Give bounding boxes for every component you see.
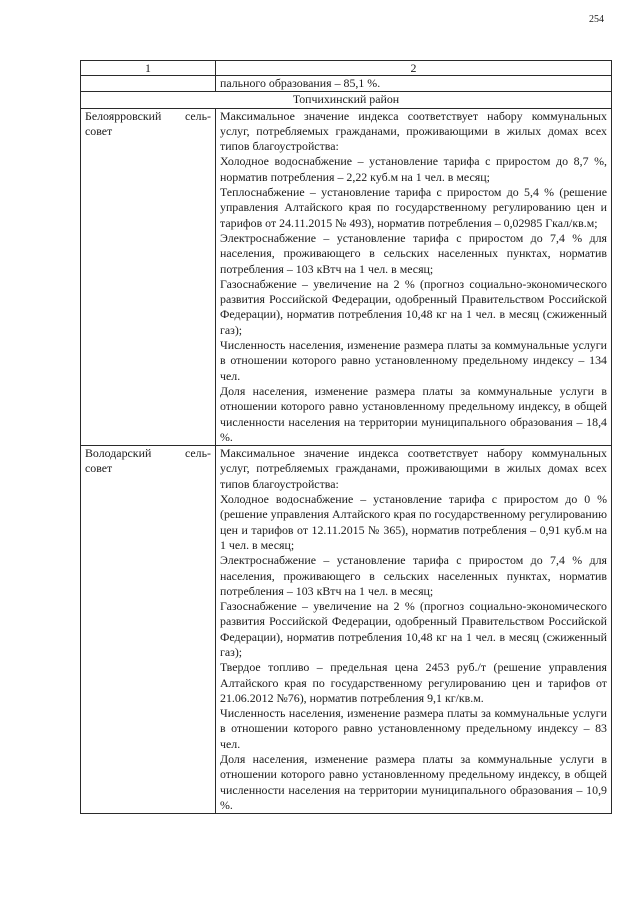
paragraph: Доля населения, изменение размера платы за коммунальные услуги в отношении которого равно установленному предельному индексу, в общей численности населения на территории муниципального образования – 18,4 %. <box>220 383 607 444</box>
paragraph: Холодное водоснабжение – установление тарифа с приростом до 0 % (решение управления Алтайского края по государственному регулированию цен и тарифов от 12.11.2015 № 365), норматив потребления – 0,91 куб.м на 1 чел. в месяц; <box>220 492 607 552</box>
municipality-name-line: Белоярровский сель- <box>85 108 211 123</box>
paragraph: Газоснабжение – увеличение на 2 % (прогноз социально-экономического развития Российской Федерации, одобренный Правительством Российской Федерации), норматив потребления 10,48 кг на 1 чел. в месяц (сжиженный газ); <box>220 599 607 659</box>
continuation-row <box>81 76 612 92</box>
paragraph: Численность населения, изменение размера платы за коммунальные услуги в отношении которого равно установленному предельному индексу – 134 чел. <box>220 338 607 383</box>
paragraph: Максимальное значение индекса соответствует набору коммунальных услуг, потребляемых гражданами, проживающими в жилых домах всех типов благоустройства: <box>220 446 607 491</box>
municipality-name <box>81 108 216 446</box>
column-header-2: 2 <box>216 61 612 76</box>
district-row <box>81 92 612 108</box>
table-header-row <box>81 61 612 76</box>
paragraph: Теплоснабжение – установление тарифа с приростом до 5,4 % (решение управления Алтайского края по государственному регулированию цен и тарифов от 24.11.2015 № 493), норматив потребления – 0,02985 Гкал/кв.м; <box>220 185 607 230</box>
municipality-name-line: совет <box>85 123 113 138</box>
paragraph: Газоснабжение – увеличение на 2 % (прогноз социально-экономического развития Российской Федерации, одобренный Правительством Российской Федерации), норматив потребления 10,48 кг на 1 чел. в месяц (сжиженный газ); <box>220 276 607 337</box>
continuation-text: пального образования – 85,1 %. <box>216 76 612 92</box>
paragraph: Электроснабжение – установление тарифа с приростом до 7,4 % для населения, проживающего в сельских населенных пунктах, норматив потребления – 103 кВтч на 1 чел. в месяц; <box>220 553 607 598</box>
description-cell <box>216 108 612 446</box>
description-cell <box>216 446 612 814</box>
table-row <box>81 108 612 446</box>
paragraph: Численность населения, изменение размера платы за коммунальные услуги в отношении которого равно установленному предельному индексу – 83 чел. <box>220 706 607 751</box>
paragraph: Твердое топливо – предельная цена 2453 руб./т (решение управления Алтайского края по государственному регулированию цен и тарифов от 21.06.2012 №76), норматив потребления 9,1 кг/кв.м. <box>220 660 607 705</box>
municipality-name-line: Володарский сель- <box>85 446 211 461</box>
data-table <box>80 60 612 814</box>
paragraph: Холодное водоснабжение – установление тарифа с приростом до 8,7 %, норматив потребления – 2,22 куб.м на 1 чел. в месяц; <box>220 154 607 184</box>
table-row <box>81 446 612 814</box>
paragraph: Электроснабжение – установление тарифа с приростом до 7,4 % для населения, проживающего в сельских населенных пунктах, норматив потребления – 103 кВтч на 1 чел. в месяц; <box>220 230 607 276</box>
paragraph: Максимальное значение индекса соответствует набору коммунальных услуг, потребляемых гражданами, проживающими в жилых домах всех типов благоустройства: <box>220 108 607 154</box>
district-title: Топчихинский район <box>81 92 612 108</box>
municipality-name <box>81 446 216 814</box>
municipality-name-line: совет <box>85 461 113 476</box>
column-header-1: 1 <box>81 61 216 76</box>
page-number: 254 <box>589 14 604 25</box>
paragraph: Доля населения, изменение размера платы за коммунальные услуги в отношении которого равно установленному предельному индексу, в общей численности населения на территории муниципального образования – 10,9 %. <box>220 752 607 812</box>
empty-cell <box>81 76 216 92</box>
